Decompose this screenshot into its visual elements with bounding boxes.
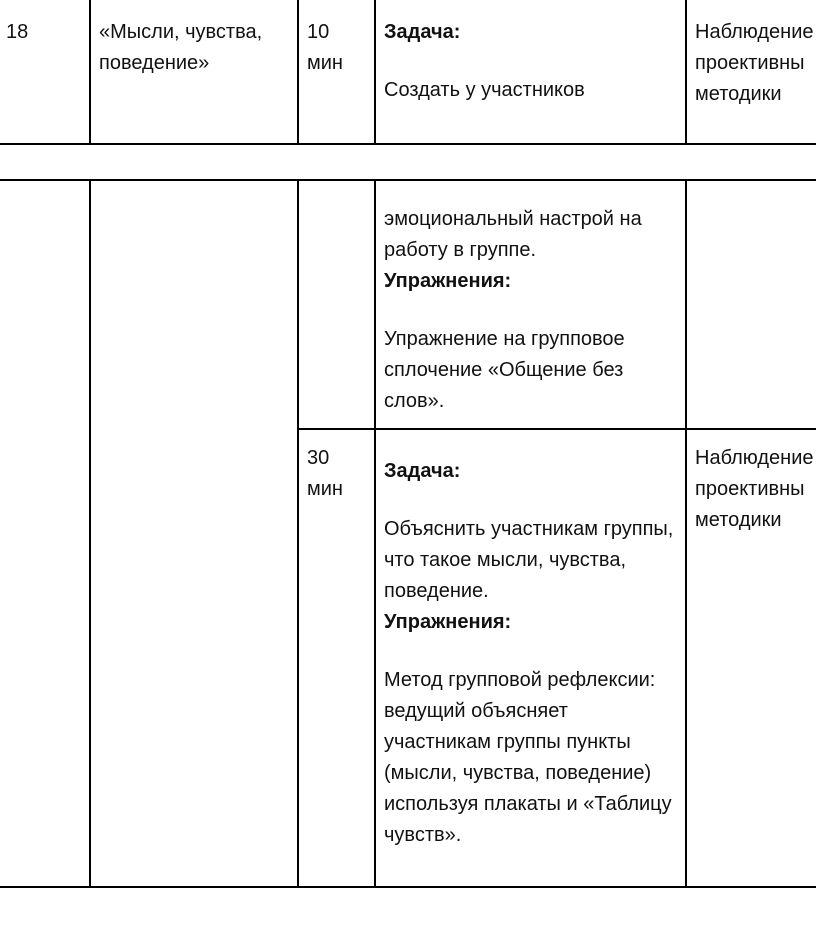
row1-time-cell bbox=[307, 17, 343, 79]
exercises-text: Упражнение на групповое сплочение «Общение без слов». bbox=[384, 328, 625, 412]
row1-content-cell bbox=[384, 17, 679, 106]
topic-text: «Мысли, чувства, поведение» bbox=[99, 21, 263, 74]
task-label: Задача: bbox=[384, 460, 461, 482]
row1-topic-cell bbox=[99, 17, 289, 79]
task-text-continued: эмоциональный настрой на работу в группе. bbox=[384, 208, 642, 261]
table2-col-divider-2 bbox=[297, 179, 299, 888]
row1-number-cell bbox=[6, 17, 28, 48]
time-unit: мин bbox=[307, 478, 343, 500]
row3-method-cell bbox=[695, 443, 814, 536]
method-line: проективны bbox=[695, 478, 805, 500]
table2-col-divider-4 bbox=[685, 179, 687, 888]
table2-top-border bbox=[0, 179, 816, 181]
table1-col-divider-1 bbox=[89, 0, 91, 145]
method-line: методики bbox=[695, 509, 782, 531]
task-label: Задача: bbox=[384, 21, 461, 43]
table1-bottom-border bbox=[0, 143, 816, 145]
time-unit: мин bbox=[307, 52, 343, 74]
row3-content-cell bbox=[384, 456, 679, 851]
row3-time-cell bbox=[307, 443, 343, 505]
row-number: 18 bbox=[6, 21, 29, 43]
task-text: Объяснить участникам группы, что такое мысли, чувства, поведение. bbox=[384, 518, 674, 602]
time-value: 10 bbox=[307, 21, 330, 43]
method-line: проективны bbox=[695, 52, 805, 74]
table1-col-divider-2 bbox=[297, 0, 299, 145]
table2-bottom-border bbox=[0, 886, 816, 888]
exercises-label: Упражнения: bbox=[384, 611, 512, 633]
row1-method-cell bbox=[695, 17, 814, 110]
table2-col-divider-1 bbox=[89, 179, 91, 888]
table1-col-divider-4 bbox=[685, 0, 687, 145]
exercises-text: Метод групповой рефлексии: ведущий объясняет участникам группы пункты (мысли, чувства, поведение) используя плакаты и «Таблицу чувств». bbox=[384, 669, 672, 846]
exercises-label: Упражнения: bbox=[384, 270, 512, 292]
table1-col-divider-3 bbox=[374, 0, 376, 145]
method-line: методики bbox=[695, 83, 782, 105]
method-line: Наблюдение bbox=[695, 21, 814, 43]
time-value: 30 bbox=[307, 447, 330, 469]
row2-content-cell bbox=[384, 204, 679, 417]
task-text: Создать у участников bbox=[384, 79, 585, 101]
method-line: Наблюдение bbox=[695, 447, 814, 469]
table2-col-divider-3 bbox=[374, 179, 376, 888]
